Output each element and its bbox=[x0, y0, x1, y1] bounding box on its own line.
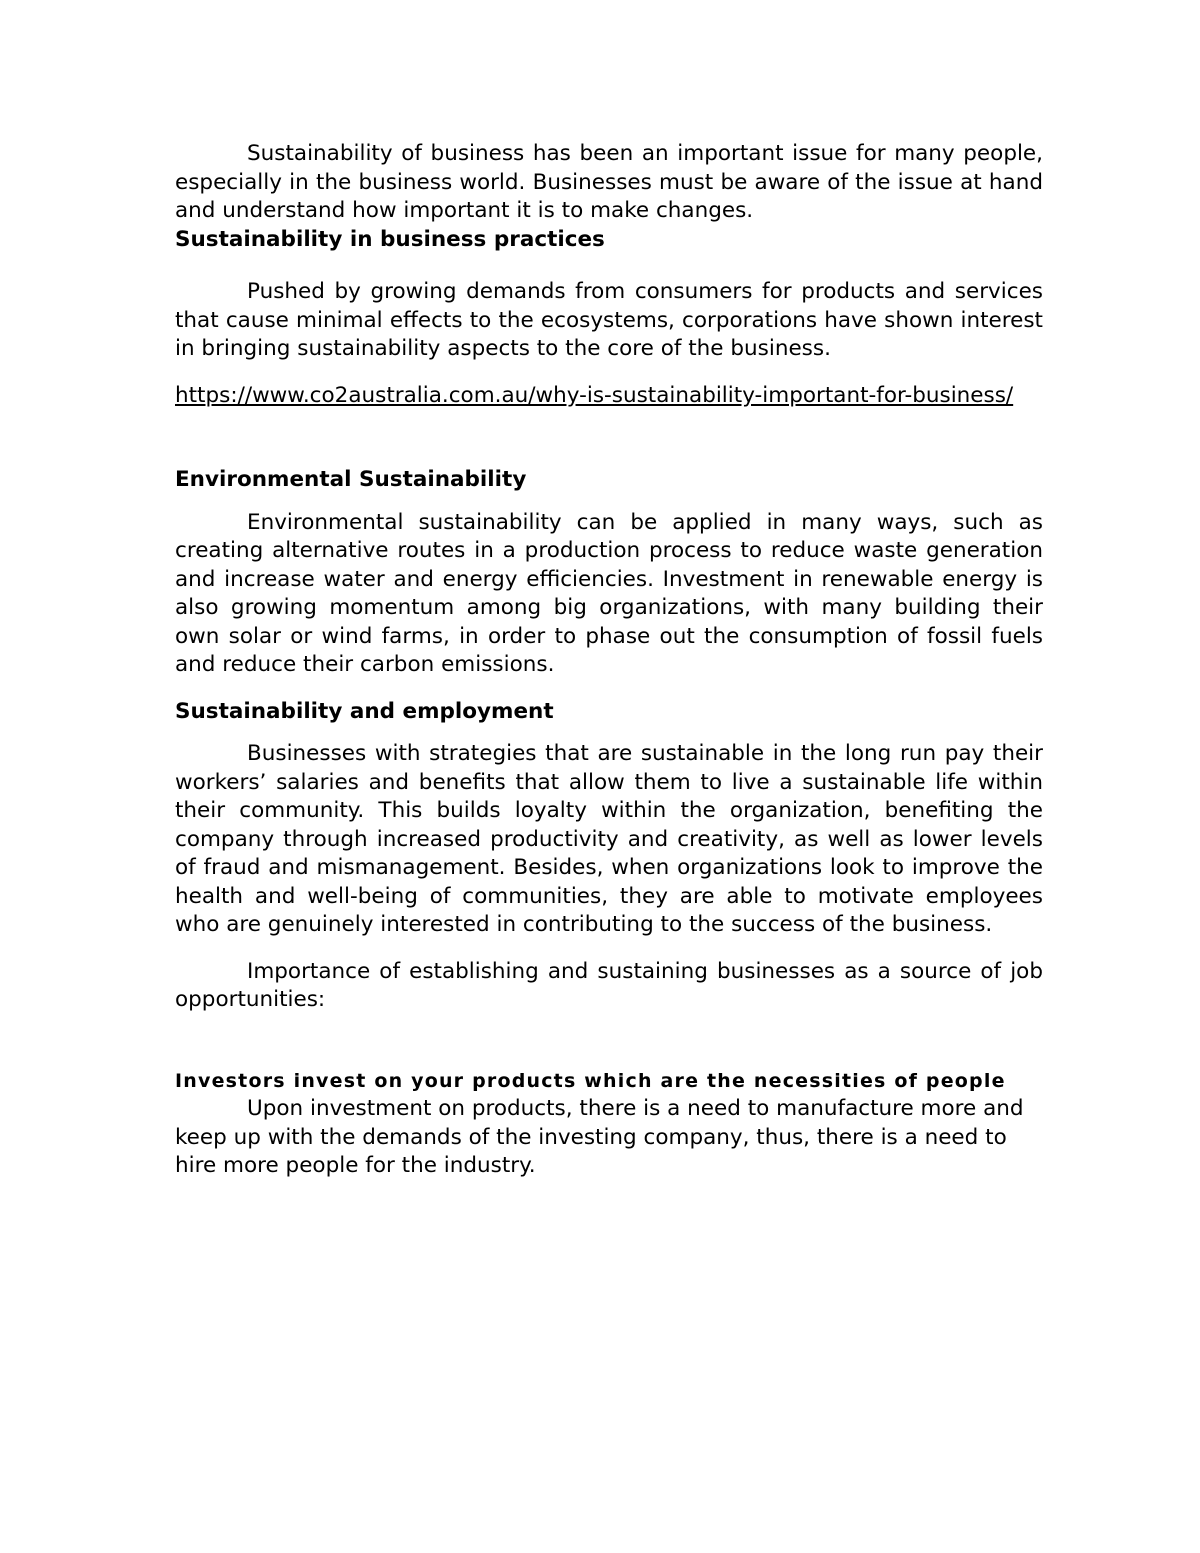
investors-subheading: Investors invest on your products which are the necessities of people bbox=[175, 1069, 1006, 1092]
source-link[interactable]: https://www.co2australia.com.au/why-is-sustainability-important-for-business/ bbox=[175, 382, 1014, 408]
spacer bbox=[175, 1015, 1043, 1067]
spacer bbox=[175, 680, 1043, 698]
business-practices-paragraph: Pushed by growing demands from consumers for products and services that cause minimal effects to the ecosystems, corporations have shown interest in bringing sustainability aspects to the core of the business. bbox=[175, 279, 1043, 361]
spacer bbox=[175, 940, 1043, 958]
employment-paragraph: Businesses with strategies that are sustainable in the long run pay their workers’ salaries and benefits that allow them to live a sustainable life within their community. This builds loyalty within the organization, benefiting the company through increased productivity and creativity, as well as lower levels of fraud and mismanagement. Besides, when organizations look to improve the health and well-being of communities, they are able to motivate employees who are genuinely interested in contributing to the success of the business. bbox=[175, 741, 1043, 937]
spacer bbox=[175, 495, 1043, 509]
job-opportunities-paragraph: Importance of establishing and sustaining businesses as a source of job opportunities: bbox=[175, 958, 1043, 1012]
section-heading-business-practices: Sustainability in business practices bbox=[175, 226, 605, 252]
spacer bbox=[175, 364, 1043, 382]
intro-paragraph: Sustainability of business has been an important issue for many people, especially in the business world. Businesses must be aware of the issue at hand and understand how important it is to make changes. bbox=[175, 141, 1043, 223]
investment-paragraph: Upon investment on products, there is a need to manufacture more and keep up with the demands of the investing company, thus, there is a need to hire more people for the industry. bbox=[175, 1096, 1024, 1178]
section-heading-environmental: Environmental Sustainability bbox=[175, 467, 527, 492]
environmental-paragraph: Environmental sustainability can be applied in many ways, such as creating alternative routes in a production process to reduce waste generation and increase water and energy efficiencies. Investment in renewable energy is also growing momentum among big organizations, with many building their own solar or wind farms, in order to phase out the consumption of fossil fuels and reduce their carbon emissions. bbox=[175, 509, 1043, 677]
spacer bbox=[175, 726, 1043, 740]
spacer bbox=[175, 410, 1043, 466]
document-page bbox=[175, 140, 1043, 1181]
section-heading-employment: Sustainability and employment bbox=[175, 698, 554, 724]
spacer bbox=[175, 254, 1043, 278]
